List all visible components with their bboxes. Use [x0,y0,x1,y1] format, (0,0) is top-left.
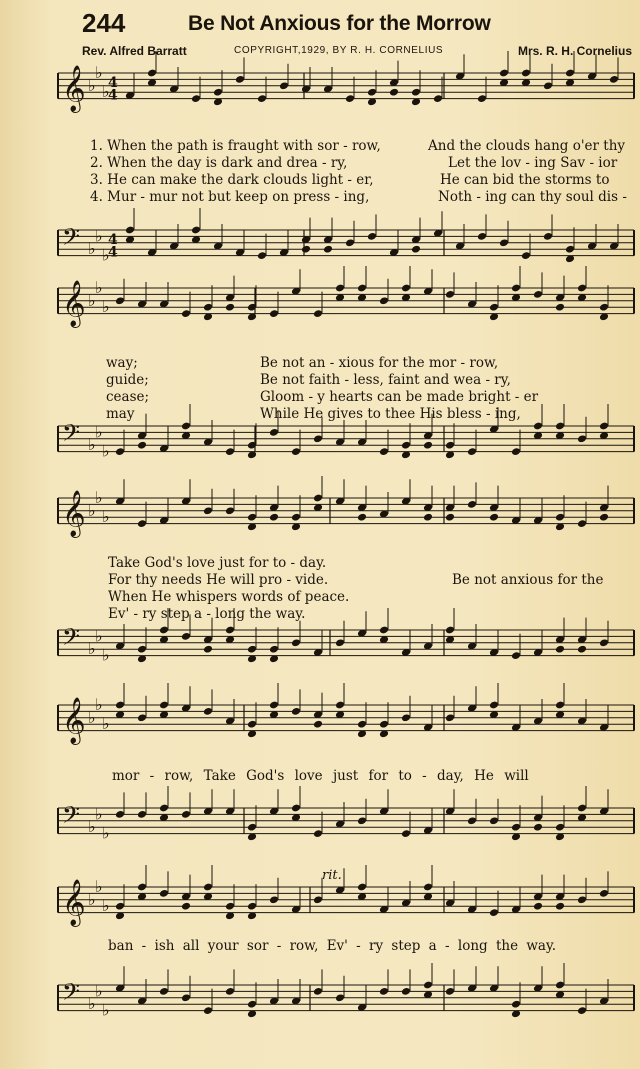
note-head [445,513,455,522]
flat-icon: ♭ [102,297,110,317]
flat-icon: ♭ [88,994,96,1014]
lyric-s2-v2-b: Be not faith - less, faint and wea - ry, [260,372,511,388]
note-head [181,902,191,911]
note-head [411,245,421,254]
lyric-s2-v2-a: guide; [106,372,149,388]
note-head [323,245,333,254]
lyricist: Rev. Alfred Barratt [82,44,187,58]
flat-icon: ♭ [102,82,110,102]
lyric-s2-v4-a: may [106,406,135,422]
lyric-s2-v3-b: Gloom - y hearts can be made bright - er [260,389,539,405]
flat-icon: ♭ [88,290,96,310]
flat-icon: ♭ [95,626,103,646]
flat-icon: ♭ [102,823,110,843]
note-head [225,303,235,312]
lyric-s4: mor - row, Take God's love just for to - day, He will [112,768,529,784]
flat-icon: ♭ [88,889,96,909]
note-head [555,645,565,654]
note-head [555,902,565,911]
flat-icon: ♭ [95,695,103,714]
note-head [533,823,543,832]
time-signature: 4 [108,244,118,261]
lyric-s3-v4-a: Ev' - ry step a - long the way. [108,606,306,622]
flat-icon: ♭ [88,817,96,837]
treble-clef-icon: 𝄞 [62,490,86,537]
lyric-s1-v4-left: 4. Mur - mur not but keep on press - ing, [90,189,370,205]
flat-icon: ♭ [102,714,110,734]
lyric-s1-v1-left: 1. When the path is fraught with sor - row, [90,138,381,154]
flat-icon: ♭ [95,804,103,824]
lyric-s3-v3-a: When He whispers words of peace. [108,589,350,605]
lyric-s1-v2-left: 2. When the day is dark and drea - ry, [90,155,348,171]
note-head [489,513,499,522]
time-signature: 4 [108,87,118,104]
flat-icon: ♭ [88,75,96,95]
flat-icon: ♭ [95,226,103,246]
lyric-s3-v2-a: For thy needs He will pro - vide. [108,572,329,588]
flat-icon: ♭ [95,278,103,297]
lyric-s3-v1-b: Be not anxious for the [452,572,604,588]
treble-clef-icon: 𝄞 [62,280,86,327]
note-head [599,513,609,522]
lyric-s2-v1-a: way; [106,355,138,371]
flat-icon: ♭ [102,245,110,265]
flat-icon: ♭ [102,441,110,461]
flat-icon: ♭ [95,488,103,507]
flat-icon: ♭ [88,500,96,520]
lyric-s3-v1-a: Take God's love just for to - day. [108,555,327,571]
note-head [203,645,213,654]
bass-clef-icon: 𝄢 [62,419,81,453]
flat-icon: ♭ [102,507,110,527]
note-head [313,720,323,729]
note-head [423,513,433,522]
composer: Mrs. R. H. Cornelius [517,44,632,58]
flat-icon: ♭ [102,896,110,916]
tempo-marking: rit. [322,868,342,883]
time-signature: 4 [108,231,118,248]
flat-icon: ♭ [95,422,103,442]
bass-clef-icon: 𝄢 [62,978,81,1012]
note-head [389,88,399,97]
hymn-number: 244 [82,8,126,38]
treble-clef-icon: 𝄞 [62,697,86,744]
flat-icon: ♭ [102,1000,110,1020]
lyric-s1-v3-left: 3. He can make the dark clouds light - er, [90,172,374,188]
lyric-s2-v1-b: Be not an - xious for the mor - row, [260,355,499,371]
flat-icon: ♭ [88,435,96,455]
hymn-title: Be Not Anxious for the Morrow [188,12,491,35]
note-head [423,441,433,450]
copyright-notice: COPYRIGHT,1929, BY R. H. CORNELIUS [234,45,444,56]
flat-icon: ♭ [102,645,110,665]
lyric-s1-v1-right: And the clouds hang o'er thy [428,138,626,154]
lyric-s2-v4-b: While He gives to thee His bless - ing, [260,406,521,422]
lyric-s2-v3-a: cease; [106,389,150,405]
bass-clef-icon: 𝄢 [62,801,81,835]
note-head [533,902,543,911]
flat-icon: ♭ [88,239,96,259]
note-head [301,245,311,254]
time-signature: 4 [108,74,118,91]
treble-clef-icon: 𝄞 [62,879,86,926]
flat-icon: ♭ [95,981,103,1001]
treble-clef-icon: 𝄞 [62,65,86,112]
bass-clef-icon: 𝄢 [62,223,81,257]
note-head [357,513,367,522]
flat-icon: ♭ [88,707,96,727]
lyric-s1-v2-right: Let the lov - ing Sav - ior [448,155,618,171]
lyric-s1-v4-right: Noth - ing can thy soul dis - [438,189,627,205]
flat-icon: ♭ [88,639,96,659]
note-head [555,303,565,312]
note-head [577,645,587,654]
note-head [269,513,279,522]
lyric-s1-v3-right: He can bid the storms to [440,172,610,188]
bass-clef-icon: 𝄢 [62,623,81,657]
flat-icon: ♭ [95,63,103,82]
lyric-s5: ban - ish all your sor - row, Ev' - ry step a - long the way. [108,938,557,954]
flat-icon: ♭ [95,877,103,896]
note-head [137,441,147,450]
